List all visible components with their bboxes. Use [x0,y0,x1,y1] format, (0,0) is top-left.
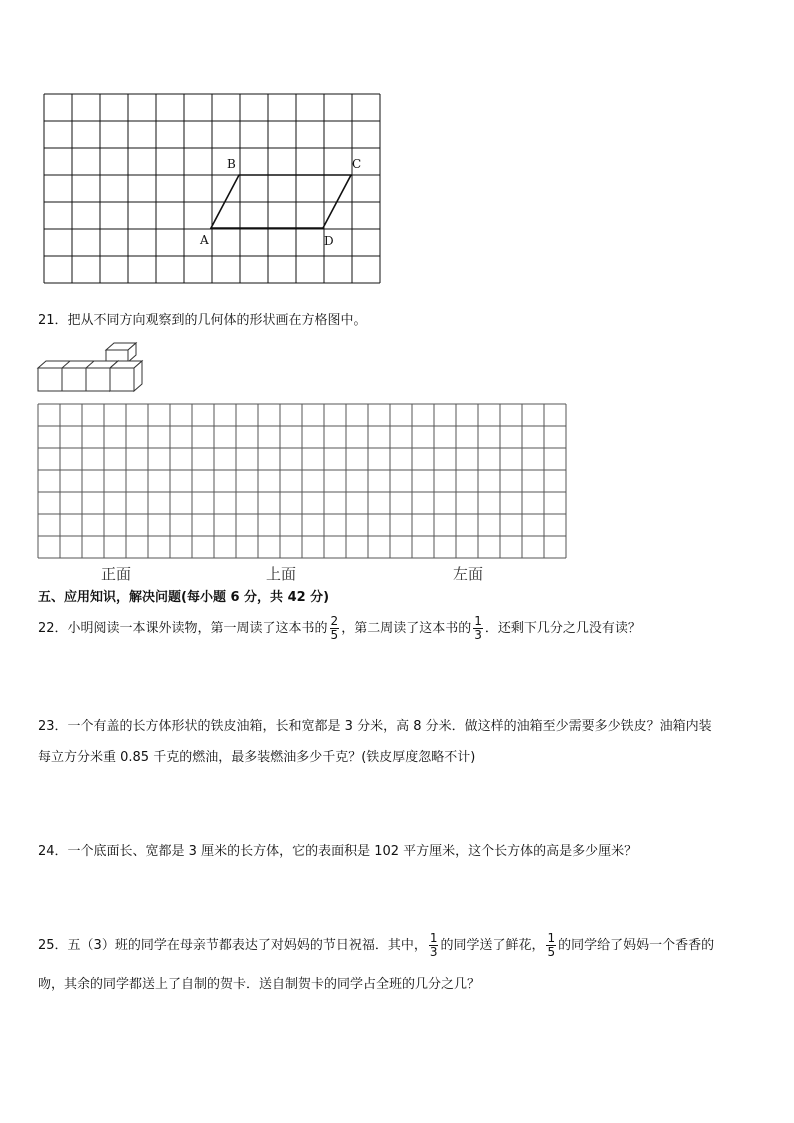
vertex-label-a: A [200,233,209,247]
cube-solid-figure [36,338,156,396]
question-23-line-1: 23．一个有盖的长方体形状的铁皮油箱，长和宽都是 3 分米，高 8 分米．做这样的油箱至少需要多少铁皮？油箱内装 [38,719,712,734]
vertex-label-d: D [324,234,334,248]
question-25-line-2: 吻，其余的同学都送上了自制的贺卡．送自制贺卡的同学占全班的几分之几？ [38,977,481,992]
q22-text-3: ．还剩下几分之几没有读？ [484,621,641,636]
vertex-label-b: B [227,157,236,171]
section-5-heading: 五、应用知识，解决问题(每小题 6 分，共 42 分) [38,590,330,605]
fraction-two-fifths: $\frac{2}{5}$ [330,614,339,642]
question-23-line-2: 每立方分米重 0.85 千克的燃油，最多装燃油多少千克？(铁皮厚度忽略不计) [38,750,476,765]
question-24: 24．一个底面长、宽都是 3 厘米的长方体，它的表面积是 102 平方厘米，这个长方体的高是多少厘米？ [38,844,638,859]
vertex-label-c: C [352,157,362,171]
q25-text-2: 的同学送了鲜花， [440,938,545,953]
fraction-one-third: $\frac{1}{3}$ [429,931,438,959]
fraction-one-fifth: $\frac{1}{5}$ [547,931,556,959]
q25-text-3: 的同学给了妈妈一个香香的 [558,938,715,953]
view-label-top: 上面 [266,565,297,583]
q22-text-2: ，第二周读了这本书的 [341,621,472,636]
question-22 [38,612,641,646]
question-21: 21．把从不同方向观察到的几何体的形状画在方格图中。 [38,313,367,328]
fraction-one-third: $\frac{1}{3}$ [474,614,482,642]
view-label-front: 正面 [101,565,132,583]
question-25-line-1 [38,929,714,963]
q22-text-1: 22．小明阅读一本课外读物，第一周读了这本书的 [38,621,328,636]
parallelogram-grid-figure [40,88,385,288]
q25-text-1: 25．五（3）班的同学在母亲节都表达了对妈妈的节日祝福．其中， [38,938,427,953]
view-label-left: 左面 [453,565,484,583]
drawing-grid [36,402,571,562]
